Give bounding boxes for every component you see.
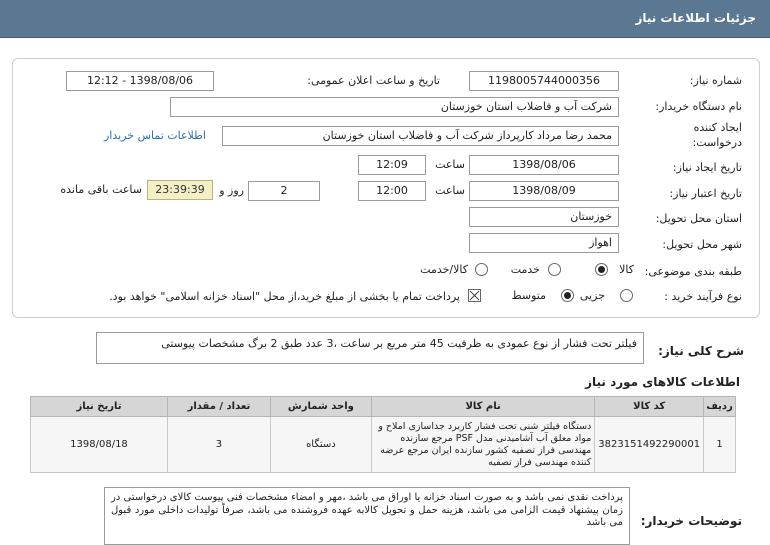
need-number-label: شماره نیاز:: [689, 74, 742, 87]
col-name: نام کالا: [371, 397, 594, 417]
buyer-contact-link[interactable]: اطلاعات تماس خریدار: [104, 129, 206, 142]
purchase-minor-label: جزیی: [579, 289, 605, 302]
page-title: جزئیات اطلاعات نیاز: [635, 11, 756, 25]
city-label: شهر محل تحویل:: [662, 238, 742, 251]
category-radio-both[interactable]: [475, 263, 488, 276]
creator-field: محمد رضا مرداد کارپرداز شرکت آب و فاضلاب استان خوزستان: [222, 126, 619, 146]
cell-date: 1398/08/18: [31, 417, 168, 473]
creator-label: ایجاد کننده: [693, 121, 742, 134]
col-unit: واحد شمارش: [270, 397, 371, 417]
purchase-radio-minor[interactable]: [620, 289, 633, 302]
col-date: تاریخ نیاز: [31, 397, 168, 417]
cell-name: دستگاه فیلتر شنی تحت فشار کاربرد جداسازی املاح و مواد معلق آب آشامیدنی مدل PSF مرجع سازنده مهندسی فراز تصفیه کشور سازنده ایران مرجع عرضه کننده مهندسی فراز تصفیه: [371, 417, 594, 473]
cell-unit: دستگاه: [270, 417, 371, 473]
col-qty: تعداد / مقدار: [167, 397, 270, 417]
created-date-field: 1398/08/06: [469, 155, 619, 175]
goods-table-header: [31, 397, 736, 417]
cell-qty: 3: [167, 417, 270, 473]
days-label: روز و: [219, 184, 244, 197]
purchase-medium-label: متوسط: [511, 289, 546, 302]
treasury-note: پرداخت تمام یا بخشی از مبلغ خرید،از محل "اسناد خزانه اسلامی" خواهد بود.: [109, 290, 460, 303]
col-code: کد کالا: [595, 397, 704, 417]
buyer-notes-label: توضیحات خریدار:: [640, 514, 742, 528]
treasury-checkbox[interactable]: [468, 289, 481, 302]
goods-table: [30, 396, 736, 473]
cell-row: 1: [704, 417, 736, 473]
category-service-label: خدمت: [510, 263, 540, 276]
category-label: طبقه بندی موضوعی:: [644, 265, 742, 278]
page-header: [0, 0, 770, 38]
created-time-label: ساعت: [435, 158, 465, 171]
buyer-org-label: نام دستگاه خریدار:: [655, 100, 742, 113]
cell-code: 3823151492290001: [595, 417, 704, 473]
need-description-label: شرح کلی نیاز:: [658, 344, 744, 358]
creator-label-2: درخواست:: [692, 136, 742, 149]
validity-date-field: 1398/08/09: [469, 181, 619, 201]
category-both-label: کالا/خدمت: [420, 263, 468, 276]
need-number-field: 1198005744000356: [469, 71, 619, 91]
city-field: اهواز: [469, 233, 619, 253]
announce-label: تاریخ و ساعت اعلان عمومی:: [307, 74, 440, 87]
buyer-notes-field: پرداخت نقدی نمی باشد و به صورت اسناد خزانه یا اوراق می باشد ،مهر و امضاء مشخصات فنی پیوست کالای درخواستی در زمان پیشنهاد قیمت الزامی می باشد، هزینه حمل و تحویل کالابه عهده فروشنده می باشد، صرفاً تولیدات داخلی مورد قبول می باشد: [104, 487, 630, 545]
goods-section-title: اطلاعات کالاهای مورد نیاز: [585, 375, 740, 389]
remaining-label: ساعت باقی مانده: [60, 183, 142, 196]
category-radio-goods[interactable]: [595, 263, 608, 276]
buyer-org-field: شرکت آب و فاضلاب استان خوزستان: [170, 97, 619, 117]
validity-date-label: تاریخ اعتبار نیاز:: [669, 187, 742, 200]
announce-field: 1398/08/06 - 12:12: [66, 71, 214, 91]
validity-time-label: ساعت: [435, 184, 465, 197]
category-radio-service[interactable]: [548, 263, 561, 276]
province-label: استان محل تحویل:: [655, 212, 742, 225]
created-time-field: 12:09: [358, 155, 426, 175]
purchase-label: نوع فرآیند خرید :: [664, 290, 742, 303]
table-row: [31, 417, 736, 473]
validity-time-field: 12:00: [358, 181, 426, 201]
purchase-radio-medium[interactable]: [561, 289, 574, 302]
col-row: ردیف: [704, 397, 736, 417]
days-field: 2: [248, 181, 320, 201]
remaining-time-field: 23:39:39: [147, 180, 213, 200]
created-date-label: تاریخ ایجاد نیاز:: [672, 161, 742, 174]
category-goods-label: کالا: [619, 263, 634, 276]
cross-icon: [469, 290, 480, 301]
province-field: خوزستان: [469, 207, 619, 227]
need-description-field: فیلتر تحت فشار از نوع عمودی به ظرفیت 45 متر مربع بر ساعت ،3 عدد طبق 2 برگ مشخصات پیوستی: [96, 332, 644, 364]
